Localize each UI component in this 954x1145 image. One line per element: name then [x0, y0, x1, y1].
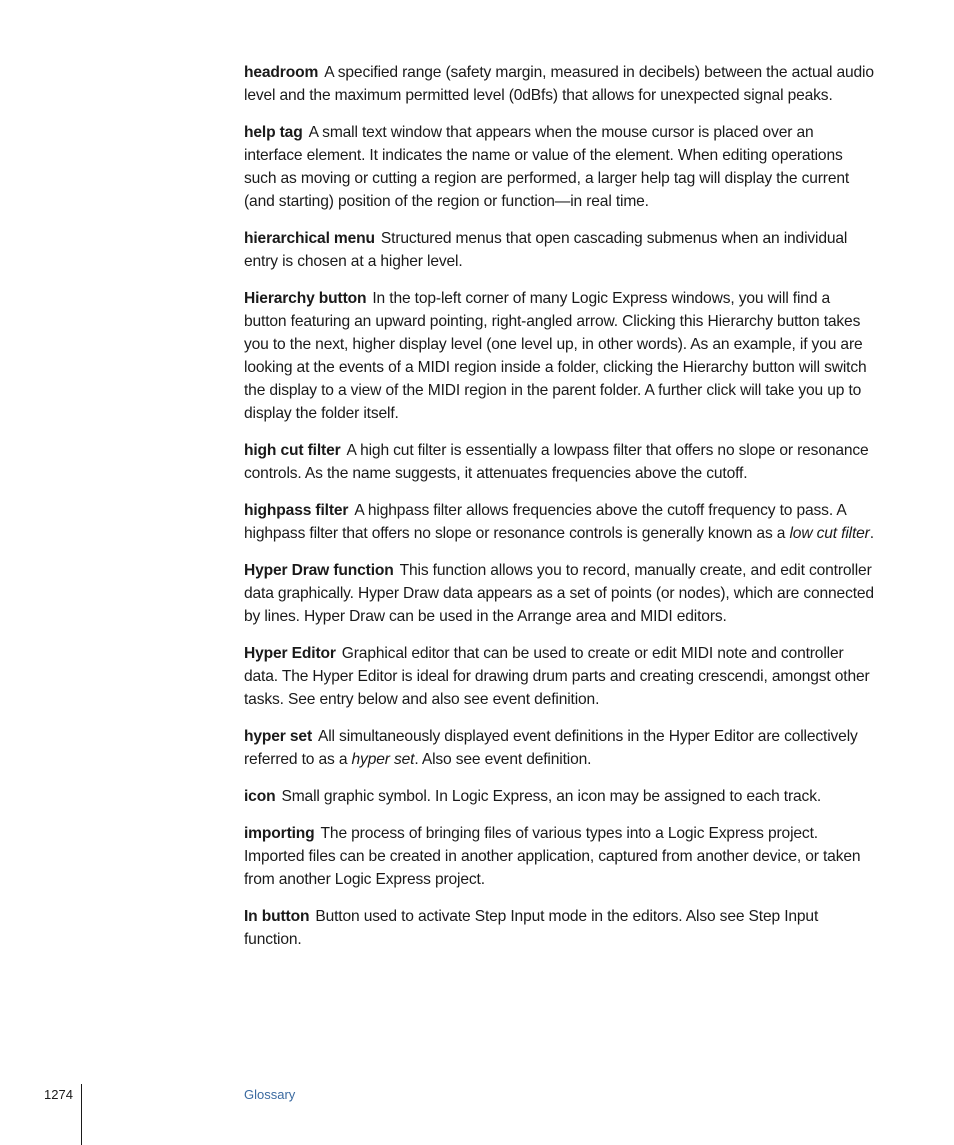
glossary-entry-hierarchy-button: [244, 287, 876, 425]
glossary-term: high cut filter: [244, 442, 341, 459]
glossary-term: help tag: [244, 124, 303, 141]
glossary-definition: Small graphic symbol. In Logic Express, an icon may be assigned to each track.: [281, 788, 822, 805]
glossary-entry-icon: [244, 785, 876, 808]
glossary-entry-hyper-editor: [244, 642, 876, 711]
glossary-term: importing: [244, 825, 315, 842]
glossary-definition: In the top-left corner of many Logic Express windows, you will find a button featuring an upward pointing, right-angled arrow. Clicking this Hierarchy button takes you to the next, higher display level (one level up, in other words). As an example, if you are looking at the events of a MIDI region inside a folder, clicking the Hierarchy button will switch the display to a view of the MIDI region in the parent folder. A further click will take you up to display the folder itself.: [244, 290, 867, 422]
glossary-entry-in-button: [244, 905, 876, 951]
definition-emphasis: low cut filter: [789, 525, 870, 542]
glossary-term: highpass filter: [244, 502, 349, 519]
glossary-entry-high-cut-filter: [244, 439, 876, 485]
glossary-term: icon: [244, 788, 276, 805]
glossary-definition: A high cut filter is essentially a lowpass filter that offers no slope or resonance controls. As the name suggests, it attenuates frequencies above the cutoff.: [244, 442, 869, 482]
glossary-entry-highpass-filter: [244, 499, 876, 545]
glossary-term: headroom: [244, 64, 319, 81]
definition-text: A highpass filter allows frequencies above the cutoff frequency to pass. A highpass filter that offers no slope or resonance controls is generally known as a: [244, 502, 846, 542]
glossary-definition: A specified range (safety margin, measured in decibels) between the actual audio level and the maximum permitted level (0dBfs) that allows for unexpected signal peaks.: [244, 64, 874, 104]
definition-emphasis: hyper set: [351, 751, 415, 768]
definition-text: . Also see event definition.: [414, 751, 592, 768]
glossary-definition: Structured menus that open cascading submenus when an individual entry is chosen at a higher level.: [244, 230, 848, 270]
glossary-term: Hierarchy button: [244, 290, 367, 307]
glossary-term: Hyper Draw function: [244, 562, 394, 579]
glossary-term: Hyper Editor: [244, 645, 336, 662]
definition-text: .: [869, 525, 874, 542]
glossary-definition: Graphical editor that can be used to create or edit MIDI note and controller data. The Hyper Editor is ideal for drawing drum parts and creating crescendi, amongst other tasks. See entry below and also see event definition.: [244, 645, 870, 708]
glossary-entry-hyper-set: [244, 725, 876, 771]
glossary-term: hyper set: [244, 728, 312, 745]
glossary-entry-hyper-draw-function: [244, 559, 876, 628]
glossary-entry-headroom: [244, 61, 876, 107]
page-number: 1274: [44, 1087, 73, 1102]
glossary-entry-importing: [244, 822, 876, 891]
glossary-entry-hierarchical-menu: [244, 227, 876, 273]
footer-divider: [81, 1084, 82, 1145]
glossary-term: In button: [244, 908, 310, 925]
footer-section-title: Glossary: [244, 1087, 296, 1102]
glossary-definition: A small text window that appears when the mouse cursor is placed over an interface element. It indicates the name or value of the element. When editing operations such as moving or cutting a region are performed, a larger help tag will display the current (and starting) position of the region or function—in real time.: [244, 124, 850, 210]
glossary-content: [244, 61, 876, 965]
glossary-definition: [244, 728, 858, 768]
glossary-term: hierarchical menu: [244, 230, 375, 247]
glossary-entry-help-tag: [244, 121, 876, 213]
glossary-definition: This function allows you to record, manually create, and edit controller data graphically. Hyper Draw data appears as a set of points (or nodes), which are connected by lines. Hyper Draw can be used in the Arrange area and MIDI editors.: [244, 562, 874, 625]
definition-text: All simultaneously displayed event definitions in the Hyper Editor are collectively referred to as a: [244, 728, 858, 768]
glossary-definition: The process of bringing files of various types into a Logic Express project. Imported files can be created in another application, captured from another device, or taken from another Logic Express project.: [244, 825, 861, 888]
glossary-definition: Button used to activate Step Input mode in the editors. Also see Step Input function.: [244, 908, 819, 948]
